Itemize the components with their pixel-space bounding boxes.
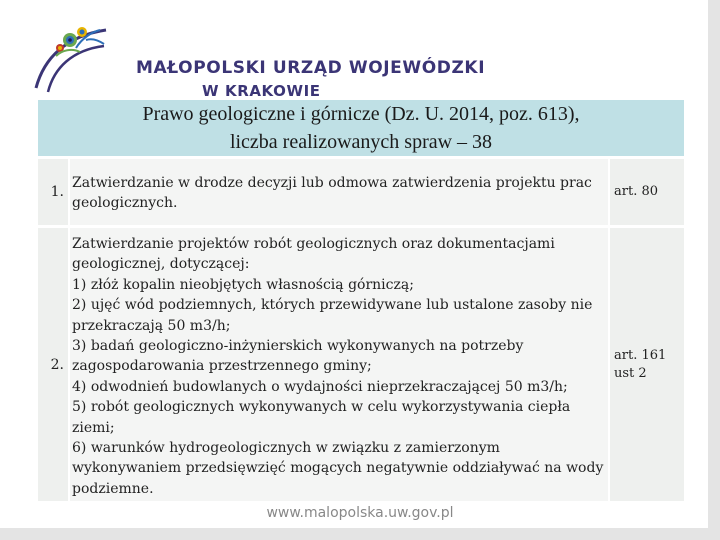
description-line: geologicznych. bbox=[72, 195, 178, 212]
description-line: 1) złóż kopalin nieobjętych własnością górniczą; bbox=[72, 276, 414, 293]
row-number: 1. bbox=[50, 184, 64, 200]
description-line: Zatwierdzanie w drodze decyzji lub odmowa zatwierdzenia projektu prac bbox=[72, 175, 592, 191]
table-title-line1: Prawo geologiczne i górnicze (Dz. U. 2014, poz. 613), bbox=[142, 103, 580, 125]
footer-url[interactable]: www.malopolska.uw.gov.pl bbox=[266, 505, 454, 521]
description-line: ziemi; bbox=[72, 419, 115, 436]
row-article bbox=[610, 159, 684, 225]
description-line: 2) ujęć wód podziemnych, których przewidywane lub ustalone zasoby nie bbox=[72, 297, 593, 314]
description-line: 4) odwodnień budowlanych o wydajności nieprzekraczającej 50 m3/h; bbox=[72, 378, 568, 395]
row-number: 2. bbox=[50, 356, 64, 373]
procedures-table bbox=[38, 100, 684, 501]
description-line: 3) badań geologiczno-inżynierskich wykonywanych na potrzeby bbox=[72, 338, 524, 355]
table-title bbox=[38, 100, 684, 156]
description-line: zagospodarowania przestrzennego gminy; bbox=[72, 358, 372, 375]
description-line: podziemne. bbox=[72, 480, 154, 497]
peacock-logo-icon bbox=[26, 18, 121, 98]
description-line: Zatwierdzanie projektów robót geologicznych oraz dokumentacjami bbox=[72, 236, 555, 252]
description-line: wykonywaniem przedsięwzięć mogących negatywnie oddziaływać na wody bbox=[72, 460, 604, 477]
row-description bbox=[68, 228, 610, 501]
article-ref: ust 2 bbox=[614, 365, 647, 381]
table-row bbox=[38, 159, 684, 225]
description-line: geologicznej, dotyczącej: bbox=[72, 256, 250, 273]
description-line: 5) robót geologicznych wykonywanych w celu wykorzystywania ciepła bbox=[72, 399, 571, 416]
row-article bbox=[610, 228, 684, 501]
org-name-line2: W KRAKOWIE bbox=[202, 82, 321, 100]
logo-area bbox=[26, 18, 486, 100]
article-ref: art. 161 bbox=[614, 347, 667, 363]
table-title-line2: liczba realizowanych spraw – 38 bbox=[229, 131, 493, 153]
table-row bbox=[38, 228, 684, 501]
org-name-line1: MAŁOPOLSKI URZĄD WOJEWÓDZKI bbox=[136, 58, 486, 78]
article-ref: art. 80 bbox=[614, 184, 658, 199]
description-line: 6) warunków hydrogeologicznych w związku z zamierzonym bbox=[72, 440, 500, 457]
row-description bbox=[68, 159, 610, 225]
description-line: przekraczają 50 m3/h; bbox=[72, 317, 231, 334]
